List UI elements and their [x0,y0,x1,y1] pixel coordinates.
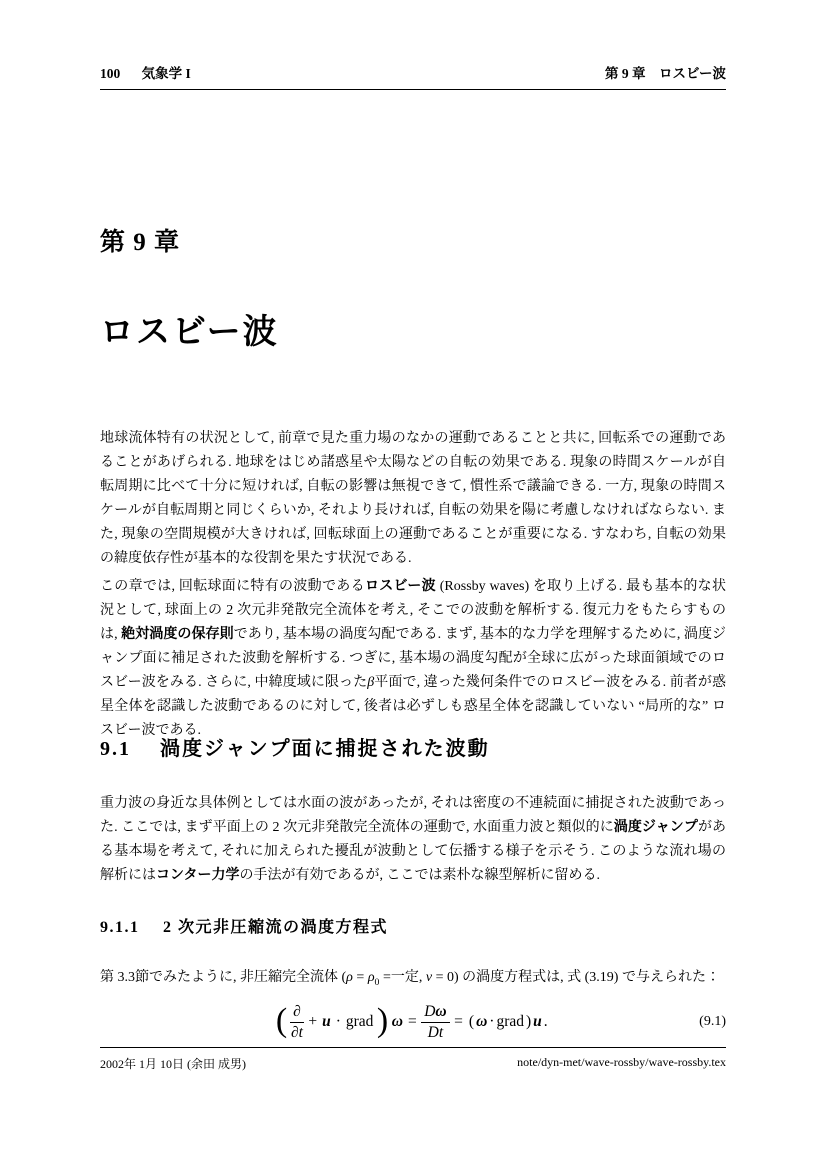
equation-close-paren: ) [376,1002,389,1039]
subsection-title: 2 次元非圧縮流の渦度方程式 [163,919,389,936]
header-course-title: 気象学 I [141,66,191,81]
velocity-symbol: u [322,1013,331,1030]
intro-paragraph-2: この章では, 回転球面に特有の波動であるロスビー波 (Rossby waves) を取り上げる. 最も基本的な状況として, 球面上の 2 次元非発散完全流体を考え, そこでの波動を解析する. 復元力をもたらすものは, 絶対渦度の保存則であり, 基本場の渦度勾配である. まず, 基本的な力学を理解するために, 渦度ジャンプ面に補足された波動を解析する. つぎに, 基本場の渦度勾配が全球に広がった球面領域でのロスビー波をみる. さらに, 中緯度域に限ったβ平面で, 違った幾何条件でのロスビー波をみる. 前者が惑星全体を認識した波動であるのに対して, 後者は必ずしも惑星全体を認識していない “局所的な” ロスビー波である. [100,579,727,738]
header-running-title: 第 9 章 ロスビー波 [605,66,726,81]
page-number: 100 [100,66,121,81]
subsection-number: 9.1.1 [100,919,140,936]
section-heading-9-1 [100,732,490,761]
subsection-paragraph: 第 3.3節でみたように, 非圧縮完全流体 ($\rho = \rho_0$ =一定, ν = 0) の渦度方程式は, 式 (3.19) で与えられた： [100,970,720,988]
partial-time-derivative-fraction: $\frac{\partial}{\partial t}$ [291,1002,303,1041]
equation-9-1 [100,998,726,1046]
vorticity-symbol: ω [391,1013,403,1030]
chapter-title: ロスビー波 [100,314,279,351]
section-number: 9.1 [100,738,131,760]
material-derivative-fraction: D ω Dt [421,1003,449,1042]
equation-number: (9.1) [699,1014,726,1029]
intro-paragraph-1: 地球流体特有の状況として, 前章で見た重力場のなかの運動であることと共に, 回転系での運動であることがあげられる. 地球をはじめ諸惑星や太陽などの自転の効果である. 現象の時間スケールが自転周期に比べて十分に短ければ, 自転の影響は無視できて, 慣性系で議論できる. 一方, 現象の時間スケールが自転周期と同じくらいか, それより長ければ, 自転の効果を陽に考慮しなければならない. また, 現象の空間規模が大きければ, 回転球面上の運動であることが重要になる. すなわち, 自転の効果の緯度依存性が基本的な役割を果たす状況である. [100,431,726,566]
grad-operator: grad [345,1013,374,1030]
page-footer [100,1047,726,1072]
equation-content: ( $\frac{\partial}{\partial t}$ + u · grad ) ω = D ω Dt = ( ω · grad ) u . [275,1002,548,1041]
footer-date: 2002年 1月 10日 (余田 成男) [100,1057,246,1071]
subsection-heading-9-1-1 [100,914,388,937]
footer-file-path: note/dyn-met/wave-rossby/wave-rossby.tex [517,1055,726,1069]
equation-open-paren: ( [275,1002,288,1039]
equation-right-hand-side: ( ω · grad ) u . [468,1013,548,1030]
chapter-number: 第 9 章 [100,229,181,256]
section-title: 渦度ジャンプ面に捕捉された波動 [160,738,490,760]
header-left [100,62,191,82]
page-header [100,62,726,90]
section-paragraph: 重力波の身近な具体例としては水面の波があったが, それは密度の不連続面に捕捉された波動であった. ここでは, まず平面上の 2 次元非発散完全流体の運動で, 水面重力波と類似的に渦度ジャンプがある基本場を考えて, それに加えられた擾乱が波動として伝播する様子を示そう. このような流れ場の解析にはコンター力学の手法が有効であるが, ここでは素朴な線型解析に留める. [100,796,727,883]
